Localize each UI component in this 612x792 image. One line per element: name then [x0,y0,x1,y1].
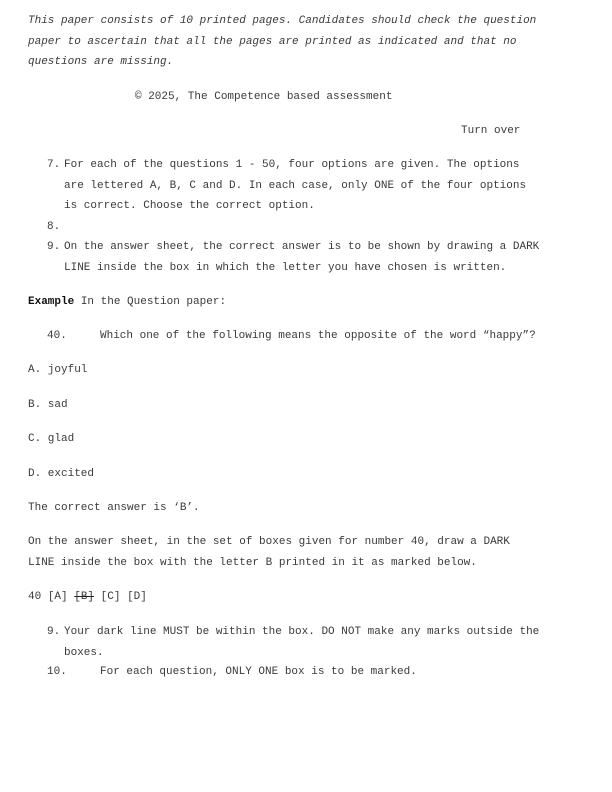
instruction-line: LINE inside the box in which the letter you have chosen is written. [64,261,507,274]
instruction-number: 9. [47,241,61,253]
instruction-line: boxes. [64,646,104,659]
answer-box-a: [A] [47,591,68,603]
instruction-text [64,622,539,663]
instruction-line: is correct. Choose the correct option. [64,200,315,212]
turn-over-label: Turn over [461,125,521,137]
option-b: B. sad [28,399,68,411]
answer-box-b-marked: [B] [74,591,95,603]
example-heading [28,295,226,309]
closing-instruction-10-number: 10. [47,666,67,678]
instruction-text [64,155,526,217]
option-d: D. excited [28,468,95,480]
notice-line-2: paper to ascertain that all the pages are printed as indicated and that no [28,36,517,48]
answer-boxes-row [28,590,147,604]
option-a: A. joyful [28,364,88,376]
answer-box-c: [C] [100,591,121,603]
instruction-line: Your dark line MUST be within the box. DO NOT make any marks outside the [64,626,540,638]
correct-answer-statement: The correct answer is ‘B’. [28,502,200,514]
instruction-line: are lettered A, B, C and D. In each case, only ONE of the four options [64,179,527,192]
instruction-line: For each of the questions 1 - 50, four options are given. The options [64,159,520,171]
instruction-number: 8. [47,221,61,233]
option-c: C. glad [28,433,75,445]
example-label: Example [28,296,75,308]
instruction-number: 7. [47,159,61,171]
notice-line-1: This paper consists of 10 printed pages. Candidates should check the question [28,15,537,27]
answer-row-number: 40 [28,591,42,603]
answer-sheet-line-2: LINE inside the box with the letter B printed in it as marked below. [28,557,477,569]
closing-instruction-10-text: For each question, ONLY ONE box is to be marked. [100,666,417,678]
example-question-text: Which one of the following means the opposite of the word “happy”? [100,330,536,342]
answer-box-d: [D] [127,591,147,603]
instruction-number: 9. [47,626,61,638]
copyright-line: © 2025, The Competence based assessment [135,91,393,103]
notice-line-3: questions are missing. [28,56,174,68]
instruction-line: On the answer sheet, the correct answer is to be shown by drawing a DARK [64,241,540,253]
instruction-text [64,237,539,278]
example-question-number: 40. [47,330,67,342]
answer-sheet-line-1: On the answer sheet, in the set of boxes given for number 40, draw a DARK [28,536,510,548]
example-intro: In the Question paper: [74,296,227,308]
